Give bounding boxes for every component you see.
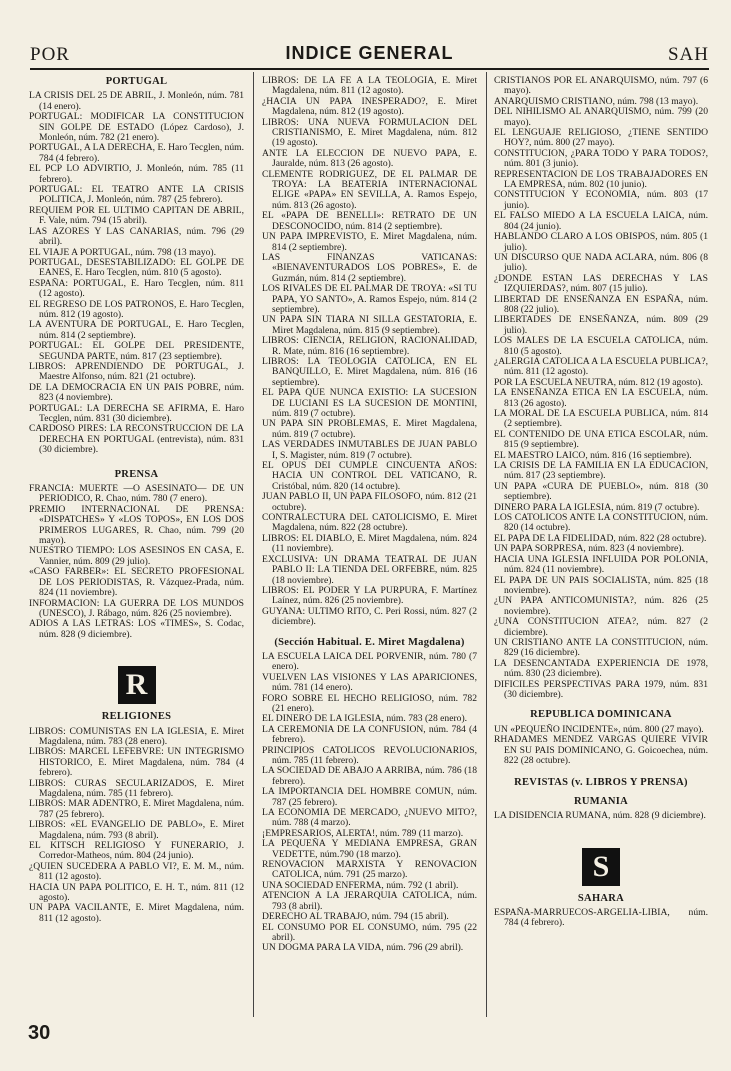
column-divider bbox=[253, 72, 254, 1017]
index-entry: EL OPUS DEI CUMPLE CINCUENTA AÑOS: HACIA UN CONTROL DEL VATICANO, R. Cristóbal, núm. 820 (14 octubre). bbox=[262, 460, 477, 492]
index-entry: LOS RIVALES DE EL PALMAR DE TROYA: «SI TU PAPA, YO SANTO», A. Ramos Espejo, núm. 814 (2 septiembre). bbox=[262, 283, 477, 315]
index-entry: RENOVACION MARXISTA Y RENOVACION CATOLICA, núm. 791 (25 marzo). bbox=[262, 859, 477, 881]
index-entry: REQUIEM POR EL ULTIMO CAPITAN DE ABRIL, F. Vale, núm. 794 (15 abril). bbox=[29, 204, 244, 227]
index-entry: NUESTRO TIEMPO: LOS ASESINOS EN CASA, E. Vannier, núm. 809 (29 julio). bbox=[29, 545, 244, 567]
index-entry: ¿HACIA UN PAPA INESPERADO?, E. Miret Magdalena, núm. 812 (19 agosto). bbox=[262, 95, 477, 118]
entry-list-sahara bbox=[494, 908, 708, 929]
index-entry: LA CRISIS DEL 25 DE ABRIL, J. Monleón, núm. 781 (14 enero). bbox=[29, 90, 244, 112]
index-entry: LIBROS: «EL EVANGELIO DE PABLO», E. Miret Magdalena, núm. 793 (8 abril). bbox=[29, 819, 244, 841]
index-entry: UN PAPA «CURA DE PUEBLO», núm. 818 (30 septiembre). bbox=[494, 480, 708, 503]
index-entry: DERECHO AL TRABAJO, núm. 794 (15 abril). bbox=[262, 911, 449, 923]
index-entry: LA PEQUEÑA Y MEDIANA EMPRESA, GRAN VEDETTE, núm.790 (18 marzo). bbox=[262, 838, 477, 860]
entry-list-religiones bbox=[29, 727, 244, 925]
index-entry: PORTUGAL: EL GOLPE DEL PRESIDENTE, SEGUNDA PARTE, núm. 817 (23 septiembre). bbox=[29, 340, 244, 362]
index-entry: JUAN PABLO II, UN PAPA FILOSOFO, núm. 812 (21 octubre). bbox=[262, 491, 477, 513]
index-entry: HABLANDO CLARO A LOS OBISPOS, núm. 805 (1 julio). bbox=[494, 231, 708, 253]
index-entry: ¿QUIEN SUCEDERA A PABLO VI?, E. M. M., núm. 811 (12 agosto). bbox=[29, 860, 244, 883]
index-entry: LA AVENTURA DE PORTUGAL, E. Haro Tecglen, núm. 814 (2 septiembre). bbox=[29, 319, 244, 341]
index-entry: EL PAPA QUE NUNCA EXISTIO: LA SUCESION DE LUCIANI ES LA SUCESION DE MONTINI, núm. 819 (7 octubre). bbox=[262, 387, 477, 419]
index-entry: UN PAPA SIN TIARA NI SILLA GESTATORIA, E. Miret Magdalena, núm. 815 (9 septiembre). bbox=[262, 314, 477, 336]
index-entry: LA SOCIEDAD DE ABAJO A ARRIBA, núm. 786 (18 febrero). bbox=[262, 765, 477, 787]
index-entry: ANTE LA ELECCION DE NUEVO PAPA, E. Jauralde, núm. 813 (26 agosto). bbox=[262, 147, 477, 170]
letter-block-s bbox=[494, 848, 708, 886]
index-entry: EL VIAJE A PORTUGAL, núm. 798 (13 mayo). bbox=[29, 246, 217, 258]
index-entry: UN «PEQUEÑO INCIDENTE», núm. 800 (27 mayo). bbox=[494, 723, 704, 735]
index-entry: INFORMACION: LA GUERRA DE LOS MUNDOS (UNESCO), J. Rábago, núm. 826 (25 noviembre). bbox=[29, 597, 244, 619]
letter-r-marker: R bbox=[118, 666, 156, 704]
index-entry: CARDOSO PIRES: LA RECONSTRUCCION DE LA DERECHA EN PORTUGAL (entrevista), núm. 831 (30 diciembre). bbox=[29, 423, 244, 456]
column-divider bbox=[486, 72, 487, 1017]
index-entry: EL DINERO DE LA IGLESIA, núm. 783 (28 enero). bbox=[262, 713, 468, 725]
index-entry: LIBERTAD DE ENSEÑANZA EN ESPAÑA, núm. 808 (22 julio). bbox=[494, 293, 708, 315]
index-entry: UN DOGMA PARA LA VIDA, núm. 796 (29 abril). bbox=[262, 942, 464, 954]
index-entry: «CASO FARBER»: EL SECRETO PROFESIONAL DE LOS PERIODISTAS, R. Vázquez-Prada, núm. 824 (11 noviembre). bbox=[29, 566, 244, 599]
index-entry: RHADAMES MENDEZ VARGAS QUIERE VIVIR EN SU PAIS DOMINICANO, G. Goicoechea, núm. 822 (28 octubre). bbox=[494, 734, 708, 766]
index-entry: LAS VERDADES INMUTABLES DE JUAN PABLO I, S. Magister, núm. 819 (7 octubre). bbox=[262, 439, 477, 461]
index-entry: PORTUGAL, DESESTABILIZADO: EL GOLPE DE EANES, E. Haro Tecglen, núm. 810 (5 agosto). bbox=[29, 256, 244, 279]
index-entry: EXCLUSIVA: UN DRAMA TEATRAL DE JUAN PABLO II: LA TIENDA DEL ORFEBRE, núm. 825 (18 noviembre). bbox=[262, 553, 477, 586]
index-entry: LA ENSEÑANZA ETICA EN LA ESCUELA, núm. 813 (26 agosto). bbox=[494, 387, 708, 409]
index-entry: PORTUGAL, A LA DERECHA, E. Haro Tecglen, núm. 784 (4 febrero). bbox=[29, 142, 244, 164]
index-entry: LA DISIDENCIA RUMANA, núm. 828 (9 diciembre). bbox=[494, 810, 706, 822]
index-entry: EL FALSO MIEDO A LA ESCUELA LAICA, núm. 804 (24 junio). bbox=[494, 210, 708, 232]
index-entry: LAS FINANZAS VATICANAS: «BIENAVENTURADOS LOS POBRES», E. de Guzmán, núm. 814 (2 septiembre). bbox=[262, 251, 477, 284]
index-entry: CONTRALECTURA DEL CATOLICISMO, E. Miret Magdalena, núm. 822 (28 octubre). bbox=[262, 512, 477, 534]
index-entry: LIBROS: EL DIABLO, E. Miret Magdalena, núm. 824 (11 noviembre). bbox=[262, 532, 477, 555]
index-entry: LA ECONOMIA DE MERCADO, ¿NUEVO MITO?, núm. 788 (4 marzo). bbox=[262, 807, 477, 829]
entry-list-rumania bbox=[494, 811, 708, 821]
header-range-start: POR bbox=[30, 44, 70, 65]
index-entry: LIBROS: EL PODER Y LA PURPURA, F. Martínez Laínez, núm. 826 (25 noviembre). bbox=[262, 584, 477, 607]
index-entry: ¡EMPRESARIOS, ALERTA!, núm. 789 (11 marzo). bbox=[262, 827, 464, 839]
index-entry: UN PAPA SORPRESA, núm. 823 (4 noviembre). bbox=[494, 543, 684, 555]
letter-block-r bbox=[29, 666, 244, 704]
index-entry: ¿DONDE ESTAN LAS DERECHAS Y LAS IZQUIERDAS?, núm. 807 (15 julio). bbox=[494, 272, 708, 295]
index-entry: ATENCION A LA JERARQUIA CATOLICA, núm. 793 (8 abril). bbox=[262, 890, 477, 912]
index-entry: EL CONTENIDO DE UNA ETICA ESCOLAR, núm. 815 (9 septiembre). bbox=[494, 428, 708, 451]
section-title-rumania: RUMANIA bbox=[573, 795, 628, 807]
index-entry: REPRESENTACION DE LOS TRABAJADORES EN LA EMPRESA, núm. 802 (10 junio). bbox=[494, 168, 708, 191]
index-entry: ANARQUISMO CRISTIANO, núm. 798 (13 mayo). bbox=[494, 95, 699, 107]
index-entry: LA CRISIS DE LA FAMILIA EN LA EDUCACION, núm. 817 (23 septiembre). bbox=[494, 460, 708, 482]
section-title-seccion-habitual: (Sección Habitual. E. Miret Magdalena) bbox=[274, 636, 465, 648]
index-entry: HACIA UNA IGLESIA INFLUIDA POR POLONIA, núm. 824 (11 noviembre). bbox=[494, 553, 708, 576]
index-entry: LIBROS: MARCEL LEFEBVRE: UN INTEGRISMO HISTORICO, E. Miret Magdalena, núm. 784 (4 febrero). bbox=[29, 746, 244, 779]
index-entry: VUELVEN LAS VISIONES Y LAS APARICIONES, núm. 781 (14 enero). bbox=[262, 671, 477, 694]
index-entry: LAS AZORES Y LAS CANARIAS, núm. 796 (29 abril). bbox=[29, 225, 244, 248]
index-entry: CLEMENTE RODRIGUEZ, DE EL PALMAR DE TROYA: LA BEATERIA INTERNACIONAL ELIGE «PAPA» EN SEVILLA, A. Ramos Espejo, núm. 813 (26 agosto). bbox=[262, 168, 477, 211]
index-entry: HACIA UN PAPA POLITICO, E. H. T., núm. 811 (12 agosto). bbox=[29, 881, 244, 904]
index-entry: POR LA ESCUELA NEUTRA, núm. 812 (19 agosto). bbox=[494, 376, 703, 388]
index-entry: DE LA DEMOCRACIA EN UN PAIS POBRE, núm. 823 (4 noviembre). bbox=[29, 381, 244, 404]
section-title-religiones: RELIGIONES bbox=[101, 711, 172, 723]
index-entry: EL PAPA DE LA FIDELIDAD, núm. 822 (28 octubre). bbox=[494, 532, 707, 544]
column-3 bbox=[494, 76, 708, 1026]
index-entry: PRINCIPIOS CATOLICOS REVOLUCIONARIOS, núm. 785 (11 febrero). bbox=[262, 744, 477, 766]
index-entry: LA IMPORTANCIA DEL HOMBRE COMUN, núm. 787 (25 febrero). bbox=[262, 786, 477, 808]
index-entry: LA CEREMONIA DE LA CONFUSION, núm. 784 (4 febrero). bbox=[262, 723, 477, 746]
index-entry: CONSTITUCION Y ECONOMIA, núm. 803 (17 junio). bbox=[494, 189, 708, 211]
index-entry: ¿UNA CONSTITUCION ATEA?, núm. 827 (2 diciembre). bbox=[494, 616, 708, 638]
index-entry: CRISTIANOS POR EL ANARQUISMO, núm. 797 (6 mayo). bbox=[494, 76, 708, 97]
page-number: 30 bbox=[28, 1022, 51, 1044]
header-range-end: SAH bbox=[667, 44, 709, 65]
index-entry: LIBERTADES DE ENSEÑANZA, núm. 809 (29 julio). bbox=[494, 314, 708, 336]
index-entry: CONSTITUCION, ¿PARA TODO Y PARA TODOS?, núm. 801 (3 junio). bbox=[494, 147, 708, 170]
index-entry: FRANCIA: MUERTE —O ASESINATO— DE UN PERIODICO, R. Chao, núm. 780 (7 enero). bbox=[29, 483, 244, 505]
entry-list-republica-dominicana bbox=[494, 725, 708, 767]
index-entry: LOS MALES DE LA ESCUELA CATOLICA, núm. 810 (5 agosto). bbox=[494, 335, 708, 357]
index-entry: DINERO PARA LA IGLESIA, núm. 819 (7 octubre). bbox=[494, 501, 700, 513]
index-entry: LOS CATOLICOS ANTE LA CONSTITUCION, núm. 820 (14 octubre). bbox=[494, 512, 708, 534]
index-entry: LIBROS: CURAS SECULARIZADOS, E. Miret Magdalena, núm. 785 (11 febrero). bbox=[29, 777, 244, 799]
index-entry: UN CRISTIANO ANTE LA CONSTITUCION, núm. 829 (16 diciembre). bbox=[494, 636, 708, 659]
index-entry: ESPAÑA-MARRUECOS-ARGELIA-LIBIA, núm. 784 (4 febrero). bbox=[494, 907, 708, 929]
letter-s-marker: S bbox=[582, 848, 620, 886]
index-entry: LIBROS: COMUNISTAS EN LA IGLESIA, E. Miret Magdalena, núm. 783 (28 enero). bbox=[29, 725, 244, 747]
index-entry: LA ESCUELA LAICA DEL PORVENIR, núm. 780 (7 enero). bbox=[262, 650, 477, 673]
index-entry: EL «PAPA DE BENELLI»: RETRATO DE UN DESCONOCIDO, núm. 814 (2 septiembre). bbox=[262, 210, 477, 232]
index-entry: ¿ALERGIA CATOLICA A LA ESCUELA PUBLICA?, núm. 811 (12 agosto). bbox=[494, 355, 708, 378]
section-title-republica-dominicana: REPUBLICA DOMINICANA bbox=[530, 709, 672, 721]
index-entry: LIBROS: MAR ADENTRO, E. Miret Magdalena, núm. 787 (25 febrero). bbox=[29, 798, 244, 820]
entry-list-seccion-habitual-cont bbox=[494, 76, 708, 700]
column-1 bbox=[29, 76, 244, 1026]
index-entry: LA MORAL DE LA ESCUELA PUBLICA, núm. 814 (2 septiembre). bbox=[494, 408, 708, 430]
index-entry: UN PAPA IMPREVISTO, E. Miret Magdalena, núm. 814 (2 septiembre). bbox=[262, 231, 477, 253]
index-entry: FORO SOBRE EL HECHO RELIGIOSO, núm. 782 (21 enero). bbox=[262, 692, 477, 714]
index-entry: UN PAPA SIN PROBLEMAS, E. Miret Magdalena, núm. 819 (7 octubre). bbox=[262, 418, 477, 440]
section-title-prensa: PRENSA bbox=[114, 468, 159, 480]
index-entry: PORTUGAL: MODIFICAR LA CONSTITUCION SIN GOLPE DE ESTADO (López Cardoso), J. Monleón, núm. 782 (21 enero). bbox=[29, 111, 244, 144]
column-2 bbox=[262, 76, 477, 1026]
index-entry: DEL NIHILISMO AL ANARQUISMO, núm. 799 (20 mayo). bbox=[494, 106, 708, 128]
entry-list-prensa bbox=[29, 484, 244, 640]
index-entry: LIBROS: UNA NUEVA FORMULACION DEL CRISTIANISMO, E. Miret Magdalena, núm. 812 (19 agosto). bbox=[262, 116, 477, 149]
index-entry: EL LENGUAJE RELIGIOSO, ¿TIENE SENTIDO HOY?, núm. 800 (27 mayo). bbox=[494, 127, 708, 149]
index-entry: ESPAÑA: PORTUGAL, E. Haro Tecglen, núm. 811 (12 agosto). bbox=[29, 277, 244, 300]
index-entry: DIFICILES PERSPECTIVAS PARA 1979, núm. 831 (30 diciembre). bbox=[494, 678, 708, 700]
page-title: INDICE GENERAL bbox=[285, 43, 454, 63]
index-entry: PORTUGAL: LA DERECHA SE AFIRMA, E. Haro Tecglen, núm. 831 (30 diciembre). bbox=[29, 402, 244, 424]
index-entry: GUYANA: ULTIMO RITO, C. Peri Rossi, núm. 827 (2 diciembre). bbox=[262, 605, 477, 628]
index-entry: EL MAESTRO LAICO, núm. 816 (16 septiembre). bbox=[494, 449, 692, 461]
page-header bbox=[30, 40, 709, 70]
index-entry: EL REGRESO DE LOS PATRONOS, E. Haro Tecglen, núm. 812 (19 agosto). bbox=[29, 298, 244, 320]
section-title-revistas: REVISTAS (v. LIBROS Y PRENSA) bbox=[514, 777, 688, 789]
index-entry: LIBROS: CIENCIA, RELIGION, RACIONALIDAD, R. Mate, núm. 816 (16 septiembre). bbox=[262, 335, 477, 357]
index-entry: EL PCP LO ADVIRTIO, J. Monleón, núm. 785 (11 febrero). bbox=[29, 163, 244, 185]
entry-list-religiones-cont bbox=[262, 76, 477, 628]
index-entry: ADIOS A LAS LETRAS: LOS «TIMES», S. Codac, núm. 828 (9 diciembre). bbox=[29, 618, 244, 640]
index-entry: LIBROS: DE LA FE A LA TEOLOGIA, E. Miret Magdalena, núm. 811 (12 agosto). bbox=[262, 76, 477, 97]
entry-list-portugal bbox=[29, 91, 244, 455]
index-entry: EL PAPA DE UN PAIS SOCIALISTA, núm. 825 (18 noviembre). bbox=[494, 574, 708, 596]
index-entry: EL CONSUMO POR EL CONSUMO, núm. 795 (22 abril). bbox=[262, 921, 477, 943]
index-entry: UN PAPA VACILANTE, E. Miret Magdalena, núm. 811 (12 agosto). bbox=[29, 902, 244, 924]
index-entry: EL KITSCH RELIGIOSO Y FUNERARIO, J. Corredor-Matheos, núm. 804 (24 junio). bbox=[29, 840, 244, 862]
section-title-portugal: PORTUGAL bbox=[105, 76, 168, 87]
index-entry: LIBROS: APRENDIENDO DE PORTUGAL, J. Maestre Alfonso, núm. 821 (21 octubre). bbox=[29, 360, 244, 383]
index-entry: ¿UN PAPA ANTICOMUNISTA?, núm. 826 (25 noviembre). bbox=[494, 595, 708, 617]
index-entry: PORTUGAL: EL TEATRO ANTE LA CRISIS POLITICA, J. Monleón, núm. 787 (25 febrero). bbox=[29, 184, 244, 206]
entry-list-seccion-habitual bbox=[262, 652, 477, 954]
index-entry: PREMIO INTERNACIONAL DE PRENSA: «DISPATCHES» Y «LOS TOPOS», EN LOS DOS PRIMEROS LUGARES, R. Chao, núm. 799 (20 mayo). bbox=[29, 503, 244, 547]
index-entry: LIBROS: LA TEOLOGIA CATOLICA, EN EL BANQUILLO, E. Miret Magdalena, núm. 816 (16 septiembre). bbox=[262, 355, 477, 388]
index-entry: UN DISCURSO QUE NADA ACLARA, núm. 806 (8 julio). bbox=[494, 251, 708, 274]
index-entry: UNA SOCIEDAD ENFERMA, núm. 792 (1 abril). bbox=[262, 879, 459, 891]
index-entry: LA DESENCANTADA EXPERIENCIA DE 1978, núm. 830 (23 diciembre). bbox=[494, 657, 708, 680]
section-title-sahara: SAHARA bbox=[577, 892, 625, 904]
